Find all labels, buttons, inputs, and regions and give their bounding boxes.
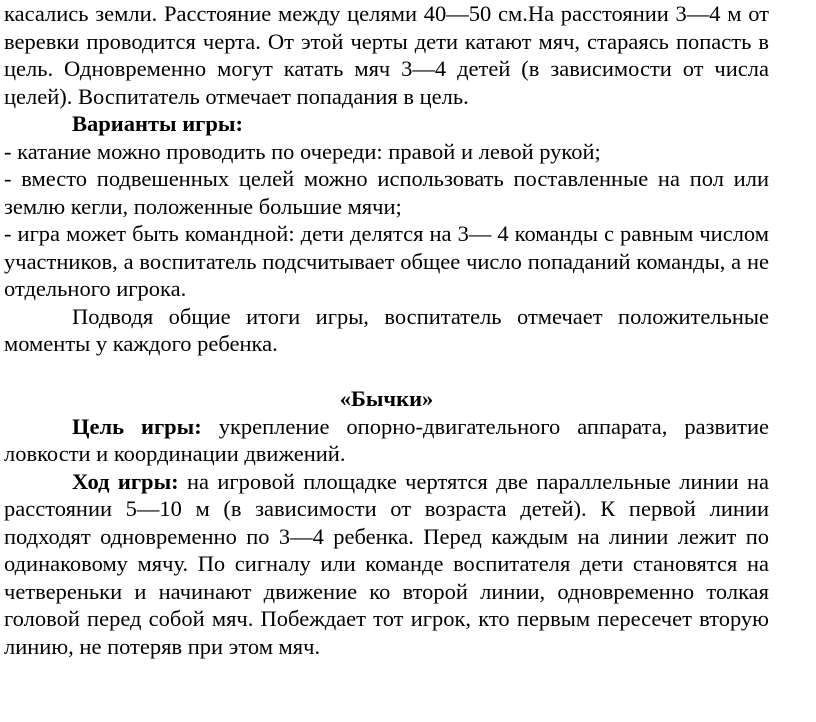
goal-label: Цель игры: (72, 413, 202, 439)
variant-item-3: - игра может быть командной: дети делятся на 3— 4 команды с равным числом участников, а воспитатель подсчитывает общее число попаданий команды, а не отдельного игрока. (4, 221, 769, 301)
course-text: на игровой площадке чертятся две параллельные линии на расстоянии 5—10 м (в зависимости от возраста детей). К первой линии подходят одновременно по 3—4 ребенка. Перед каждым на линии лежит по одинаковому мячу. По сигналу или команде воспитателя дети становятся на четвереньки и начинают движение ко второй линии, одновременно толкая головой перед собой мяч. Побеждает тот игрок, кто первым пересечет вторую линию, не потеряв при этом мяч. (4, 468, 769, 659)
goal-text: укрепление опорно-двигательного аппарата, развитие ловкости и координации движений. (4, 413, 769, 466)
course-label: Ход игры: (72, 468, 179, 494)
variants-heading-label: Варианты игры: (72, 111, 243, 136)
summary-paragraph: Подводя общие итоги игры, воспитатель отмечает положительные моменты у каждого ребенка. (4, 303, 769, 356)
game-title (4, 385, 769, 413)
course-paragraph (4, 468, 769, 661)
goal-paragraph (4, 413, 769, 468)
variants-heading (4, 110, 769, 138)
document-page (4, 0, 769, 660)
paragraph-targets: касались земли. Расстояние между целями 40—50 см.На расстоянии 3—4 м от веревки проводится черта. От этой черты дети катают мяч, стараясь попасть в цель. Одновременно могут катать мяч 3—4 детей (в зависимости от числа целей). Воспитатель отмечает попадания в цель. (4, 1, 769, 109)
variant-item-2: - вместо подвешенных целей можно использовать поставленные на пол или землю кегли, положенные большие мячи; (4, 166, 769, 219)
blank-line (4, 358, 769, 386)
game-title-text: «Бычки» (339, 386, 434, 411)
variant-item-1: - катание можно проводить по очереди: правой и левой рукой; (4, 138, 601, 164)
